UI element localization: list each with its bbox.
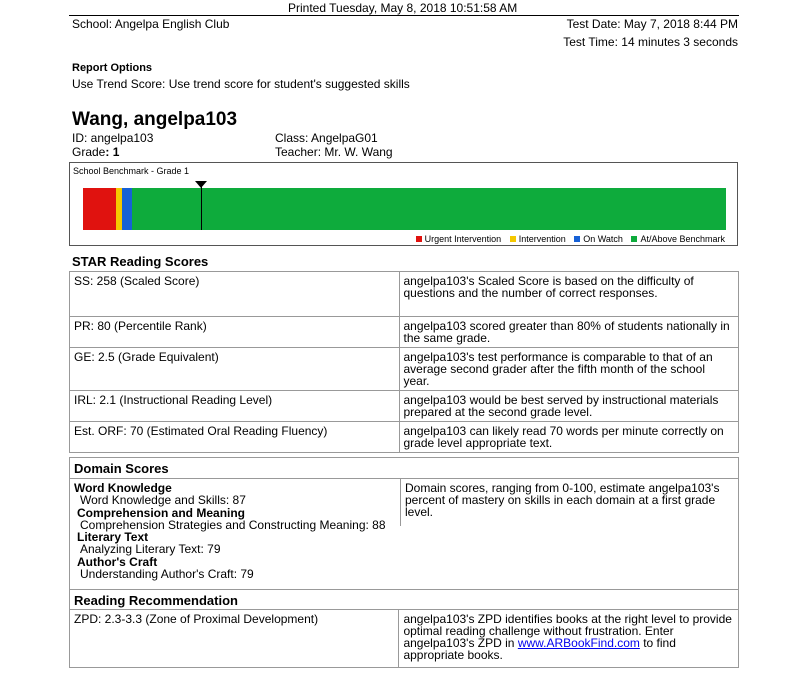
domain-list <box>74 482 386 580</box>
score-pr-desc: angelpa103 scored greater than 80% of students nationally in the same grade. <box>399 317 739 348</box>
printed-timestamp: Printed Tuesday, May 8, 2018 10:51:58 AM <box>288 1 518 15</box>
recommendation-table <box>69 609 739 668</box>
grade-label: Grade <box>72 145 106 159</box>
student-grade <box>72 145 119 159</box>
school-name: School: Angelpa English Club <box>72 17 230 31</box>
benchmark-legend <box>410 234 725 244</box>
score-orf: Est. ORF: 70 (Estimated Oral Reading Fluency) <box>70 422 400 453</box>
segment-urgent-intervention <box>83 188 116 230</box>
legend-intervention: Intervention <box>518 234 566 244</box>
domain-heading: Author's Craft <box>77 554 158 569</box>
student-class: Class: AngelpaG01 <box>275 131 378 145</box>
domain-heading: Literary Text <box>77 530 149 545</box>
zpd-text-end: to find appropriate books. <box>403 636 676 662</box>
score-ss-desc: angelpa103's Scaled Score is based on the difficulty of questions and the number of correct responses. <box>399 272 739 317</box>
score-pr: PR: 80 (Percentile Rank) <box>70 317 400 348</box>
report-options-text: Use Trend Score: Use trend score for student's suggested skills <box>72 77 410 91</box>
table-row <box>70 272 739 317</box>
benchmark-label: School Benchmark - Grade 1 <box>73 166 190 176</box>
benchmark-panel <box>69 162 738 246</box>
legend-benchmark: At/Above Benchmark <box>640 234 725 244</box>
test-time: Test Time: 14 minutes 3 seconds <box>563 35 738 49</box>
score-ge: GE: 2.5 (Grade Equivalent) <box>70 348 400 391</box>
legend-swatch-intervention <box>510 236 516 242</box>
zpd-description <box>399 610 739 668</box>
grade-value: : 1 <box>105 145 120 159</box>
zpd-value: ZPD: 2.3-3.3 (Zone of Proximal Development) <box>70 610 399 668</box>
score-marker <box>201 181 207 188</box>
star-scores-title: STAR Reading Scores <box>72 254 209 269</box>
table-row <box>70 348 739 391</box>
score-orf-desc: angelpa103 can likely read 70 words per minute correctly on grade level appropriate text. <box>399 422 739 453</box>
score-ge-desc: angelpa103's test performance is comparable to that of an average second grader after the fifth month of the school year. <box>399 348 739 391</box>
domain-detail: Comprehension Strategies and Constructing Meaning: 88 <box>80 517 386 532</box>
domain-heading: Word Knowledge <box>74 481 172 495</box>
table-row <box>70 610 739 668</box>
legend-swatch-urgent <box>416 236 422 242</box>
table-row <box>70 422 739 453</box>
domain-detail: Word Knowledge and Skills: 87 <box>80 493 246 508</box>
legend-swatch-on-watch <box>574 236 580 242</box>
zpd-text: angelpa103's ZPD identifies books at the right level to provide optimal reading challenge without frustration. Enter angelpa103's ZPD in <box>403 612 732 650</box>
arbookfind-link[interactable]: www.ARBookFind.com <box>517 636 640 650</box>
domain-heading: Comprehension and Meaning <box>77 505 246 520</box>
domain-detail: Understanding Author's Craft: 79 <box>80 567 254 582</box>
student-id: ID: angelpa103 <box>72 131 154 145</box>
marker-line <box>201 187 202 230</box>
test-date: Test Date: May 7, 2018 8:44 PM <box>566 17 738 31</box>
star-scores-table <box>69 271 739 453</box>
domain-scores-box <box>69 478 739 589</box>
recommendation-title: Reading Recommendation <box>69 589 739 609</box>
legend-on-watch: On Watch <box>583 234 623 244</box>
student-teacher: Teacher: Mr. W. Wang <box>275 145 393 159</box>
table-row <box>70 317 739 348</box>
legend-swatch-benchmark <box>631 236 637 242</box>
segment-on-watch <box>122 188 132 230</box>
score-irl: IRL: 2.1 (Instructional Reading Level) <box>70 391 400 422</box>
domain-scores-title: Domain Scores <box>69 457 739 479</box>
score-ss: SS: 258 (Scaled Score) <box>70 272 400 317</box>
segment-at-above-benchmark <box>132 188 726 230</box>
score-irl-desc: angelpa103 would be best served by instructional materials prepared at the second grade level. <box>399 391 739 422</box>
report-options-title: Report Options <box>72 62 153 74</box>
table-row <box>70 391 739 422</box>
legend-urgent: Urgent Intervention <box>424 234 502 244</box>
domain-detail: Analyzing Literary Text: 79 <box>80 542 221 557</box>
domain-note: Domain scores, ranging from 0-100, estimate angelpa103's percent of mastery on skills in each domain at a first grade level. <box>400 478 740 526</box>
student-name: Wang, angelpa103 <box>72 109 238 130</box>
header-divider <box>69 15 739 16</box>
